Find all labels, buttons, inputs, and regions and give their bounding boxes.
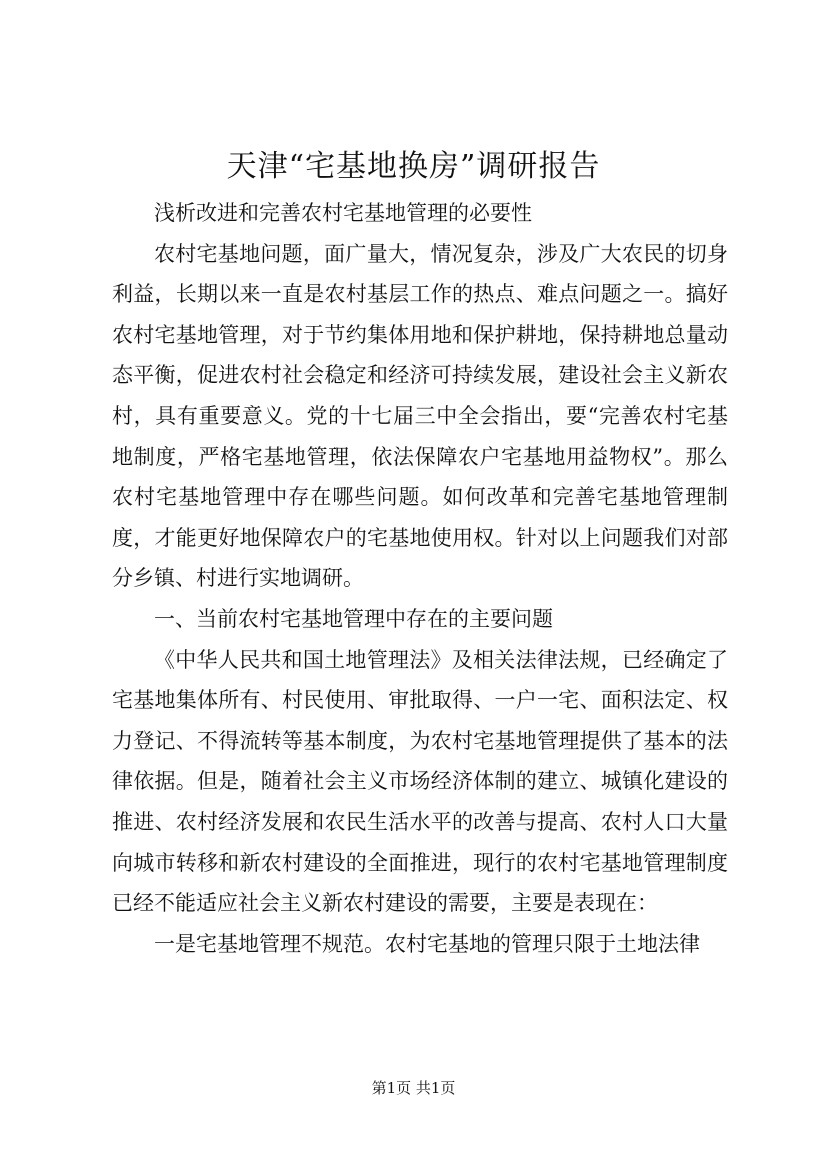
- intro-paragraph: 农村宅基地问题，面广量大，情况复杂，涉及广大农民的切身利益，长期以来一直是农村基层工作的热点、难点问题之一。搞好农村宅基地管理，对于节约集体用地和保护耕地，保持耕地总量动态平衡，促进农村社会稳定和经济可持续发展，建设社会主义新农村，具有重要意义。党的十七届三中全会指出，要“完善农村宅基地制度，严格宅基地管理，依法保障农户宅基地用益物权”。那么农村宅基地管理中存在哪些问题。如何改革和完善宅基地管理制度，才能更好地保障农户的宅基地使用权。针对以上问题我们对部分乡镇、村进行实地调研。: [112, 241, 728, 591]
- subtitle-paragraph: 浅析改进和完善农村宅基地管理的必要性: [154, 201, 532, 225]
- document-title: 天津“宅基地换房”调研报告: [226, 149, 601, 184]
- law-paragraph: 《中华人民共和国土地管理法》及相关法律法规，已经确定了宅基地集体所有、村民使用、审批取得、一户一宅、面积法定、权力登记、不得流转等基本制度，为农村宅基地管理提供了基本的法律依据。但是，随着社会主义市场经济体制的建立、城镇化建设的推进、农村经济发展和农民生活水平的改善与提高、农村人口大量向城市转移和新农村建设的全面推进，现行的农村宅基地管理制度已经不能适应社会主义新农村建设的需要，主要是表现在：: [112, 647, 728, 916]
- section-heading: 一、当前农村宅基地管理中存在的主要问题: [154, 606, 553, 631]
- page-footer: 第1页 共1页: [371, 1079, 456, 1097]
- document-body: [112, 193, 728, 964]
- point-one-paragraph: 一是宅基地管理不规范。农村宅基地的管理只限于土地法律: [154, 931, 700, 956]
